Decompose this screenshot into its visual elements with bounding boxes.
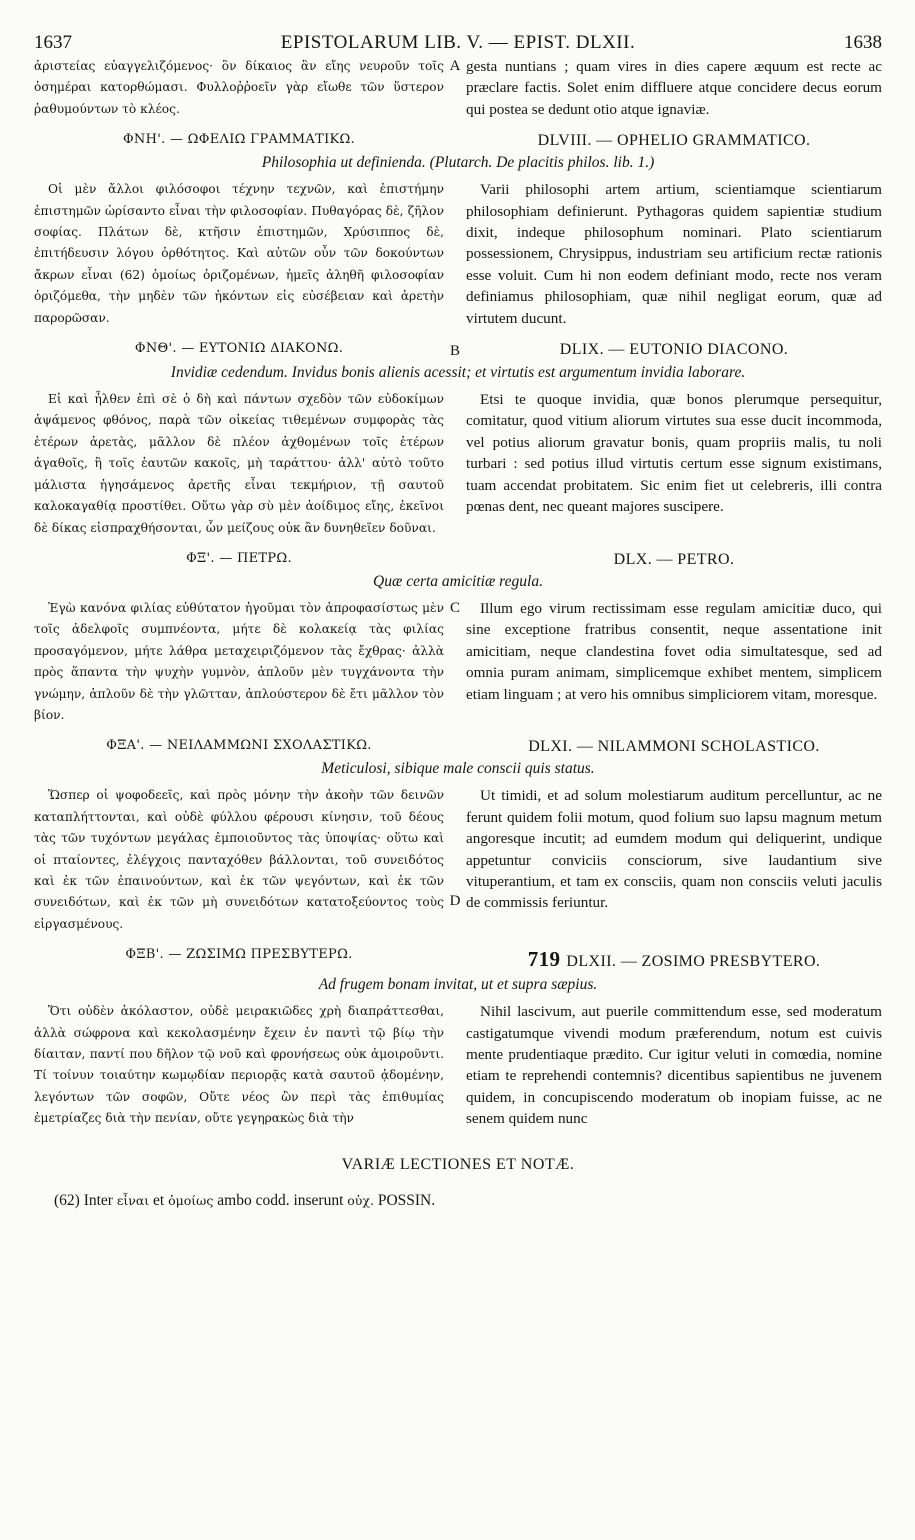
greek-text: Οἱ μὲν ἄλλοι φιλόσοφοι τέχνην τεχνῶν, καὶ ἐπιστήμην ἐπιστημῶν ὡρίσαντο εἶναι τὴν φιλοσοφίαν. Πυθαγόρας δὲ, ζῆλον σοφίας. Πλάτων δὲ, κτῆσιν ἐπιστημῶν, Χρύσιππος δὲ, ἐπιτήδευσιν λόγου ὀρθότητος. Καὶ αὐτῶν οὖν τῶν δοκούντων ἄκρων εἶναι (62) ὁμοίως ὁριζομένων, ἡμεῖς ἀληθῆ φιλοσοφίαν ὁριζόμεθα, τὴν μηδὲν τῶν ἡκόντων εἰς εὐσέβειαν καὶ ἀρετὴν παρορῶσαν. xyxy=(34,182,444,325)
epistle-heading xyxy=(34,947,882,972)
epistle-body xyxy=(34,598,882,726)
latin-heading: DLXI. — NILAMMONI SCHOLASTICO. xyxy=(528,738,820,756)
epistle-heading xyxy=(34,341,882,360)
column-number: 719 xyxy=(527,947,561,972)
note-text-d: POSSIN. xyxy=(377,1191,436,1209)
greek-heading: ΦΝΘ'. — ΕΥΤΟΝΙΩ ΔΙΑΚΟΝΩ. xyxy=(134,341,344,357)
latin-heading xyxy=(466,947,882,972)
greek-heading: ΦΞΑ'. — ΝΕΙΛΑΜΜΩΝΙ ΣΧΟΛΑΣΤΙΚΩ. xyxy=(106,738,372,754)
footnote xyxy=(34,1192,882,1210)
epistle-heading xyxy=(34,551,882,569)
greek-heading: ΦΞΒ'. — ΖΩΣΙΜΩ ΠΡΕΣΒΥΤΕΡΩ. xyxy=(125,947,353,963)
epistle-argument: Invidiæ cedendum. Invidus bonis alienis acessit; et virtutis est argumentum invidia laborare. xyxy=(170,364,746,382)
latin-heading: DLX. — PETRO. xyxy=(613,550,735,568)
greek-text: Ὅτι οὐδὲν ἀκόλαστον, οὐδὲ μειρακιῶδες χρὴ διαπράττεσθαι, ἀλλὰ σώφρονα καὶ κεκολασμένην ἔχειν ἐν παντὶ τῷ βίῳ τὴν δίαιταν, παντί που δῆλον τῷ νοῦ καὶ φρονήσεως οὐκ ἀμοιροῦντι. Τί τοίνυν τοιαύτην κωμῳδίαν περιορᾷς κατὰ σαυτοῦ ᾀδομένην, λεγόντων τῶν σοφῶν, Οὔτε νέος ὢν περὶ τὰς ἐπιθυμίας ἐμετρίαζες διὰ τὴν πενίαν, οὔτε γεγηρακὼς διὰ τὴν xyxy=(34,1004,444,1126)
latin-text: Varii philosophi artem artium, scientiamque scientiarum philosophiam definierunt. Pythagoras quidem sapientiæ studium dixit, indeque philosophum nominari. Plato scientiarum possessionem, Chrysippus, industriam seu artificium rectæ rationis esse voluit. Cum hi non eodem definiant modo, recte nos veram definiamus philosophiam, quæ nihil negligat eorum, quæ ad virtutem ducunt. xyxy=(466,181,882,327)
epistle-argument: Ad frugem bonam invitat, ut et supra sæpius. xyxy=(318,976,598,994)
latin-heading: DLIX. — EUTONIO DIACONO. xyxy=(559,341,789,359)
epistle-body xyxy=(34,785,882,935)
margin-letter-d: D xyxy=(449,893,461,910)
intro-latin: gesta nuntians ; quam vires in dies capere æquum est recte ac præclare factis. Solet enim diffluere atque concidere decus eorum qui postea se dedunt otio atque ignaviæ. xyxy=(466,58,882,118)
note-text-b: et xyxy=(153,1191,165,1209)
latin-heading: DLVIII. — OPHELIO GRAMMATICO. xyxy=(537,132,811,150)
intro-greek: ἀριστείας εὐαγγελιζόμενος· ὃν δίκαιος ἂν εἴης νευροῦν τοῖς ὁσημέραι κατορθώμασι. Φυλλοῤῥοεῖν γὰρ εἴωθε τῶν ὕστερον ῥαθυμούντων τὸ κλέος. xyxy=(34,59,444,116)
latin-heading-text: DLXII. — ZOSIMO PRESBYTERO. xyxy=(566,953,821,971)
epistle-argument: Philosophia ut definienda. (Plutarch. De placitis philos. lib. 1.) xyxy=(261,154,655,172)
epistle-argument: Quæ certa amicitiæ regula. xyxy=(373,572,543,590)
epistle-heading xyxy=(34,132,882,150)
epistle-heading xyxy=(34,738,882,756)
greek-text: Ἐγὼ κανόνα φιλίας εὐθύτατον ἡγοῦμαι τὸν ἀπροφασίστως μὲν τοῖς ἀδελφοῖς συμπνέοντα, μήτε δὲ κολακείᾳ τὰς φιλίας προσαγόμενον, μήτε λάθρα μεταχειριζόμενον τὰς ἔχθρας· ἀλλὰ πρὸς ἅπαντα τὴν ψυχὴν γυμνὸν, ἁπλοῦν μὲν τυγχάνοντα τὴν γνώμην, ἁπλοῦν δὲ τὴν γλῶτταν, ἁπλούστερον δὲ ἔτι μᾶλλον τὸν βίον. xyxy=(34,600,444,722)
running-header xyxy=(34,30,882,56)
latin-text: Nihil lascivum, aut puerile committendum esse, sed moderatum castigatumque vivendi modum præferendum, notum est cuivis mente prudentiaque prædito. Cur igitur veluti in comœdia, nomine etiam te reprehendi contemnis? dicentibus sapientibus ne juvenem quidem, in concupiscendo moderatum ob inopiam fuisse, ac ne senem quidem nunc xyxy=(466,1003,882,1128)
latin-text: Etsi te quoque invidia, quæ bonos plerumque persequitur, comitatur, quod vitium aliorum virtutes sua esse ducit incommoda, vel potius aliorum gravatur bonis, quam propriis malis, tu noli turbari : sed potius illud virtutis certum esse signum existimans, tuam accendat probitatem. Sic enim fiet ut celebreris, illi contra pœnas dent, nec queant majores suscipere. xyxy=(466,391,882,516)
latin-text: Ut timidi, et ad solum molestiarum auditum percelluntur, ac ne ferunt quidem folii motum, quod folium suo lapsu magnum metum angoresque incutit; ad eumdem modum qui deliquerint, undique appetuntur conviciis consciorum, sive laudantium sive vituperantium, et tam ex consciis, quam non consciis veluti jaculis de commissis feriuntur. xyxy=(466,787,882,912)
margin-letter-c: C xyxy=(449,599,460,616)
page-number-left: 1637 xyxy=(34,32,72,53)
running-title: EPISTOLARUM LIB. V. — EPIST. DLXII. xyxy=(280,32,636,53)
note-text-a: Inter xyxy=(83,1191,113,1209)
epistle-body xyxy=(34,179,882,329)
greek-heading: ΦΞ'. — ΠΕΤΡΩ. xyxy=(186,550,292,566)
note-ref: (62) xyxy=(54,1191,80,1209)
note-greek-1: εἶναι xyxy=(116,1192,150,1208)
epistle-body xyxy=(34,1001,882,1129)
margin-letter xyxy=(444,179,466,329)
intro-row xyxy=(34,56,882,120)
greek-text: Εἰ καὶ ἦλθεν ἐπὶ σὲ ὁ δὴ καὶ πάντων σχεδὸν τῶν εὐδοκίμων ἁψάμενος φθόνος, παρὰ τῶν οἰκείας τιθεμένων συμφορὰς τὰς ἑτέρων ἀρετὰς, μᾶλλον δὲ πλέον ἀχθομένων τοῖς ἑτέρων ἀγαθοῖς, ἢ τοῖς ἑαυτῶν κακοῖς, μὴ ταράττου· ἀλλ' αὐτὸ τοῦτο μάλιστα ἡγησάμενος ἀρετῆς εἶναι τεκμήριον, τῇ σαυτοῦ καλοκαγαθίᾳ προστίθει. Οὕτω γὰρ σὺ μὲν ἀοίδιμος εἴης, ἐκεῖνοι δὲ δίκας εἰσπραχθήσονται, ὧν μείζους οὐκ ἂν δυνηθεῖεν δοῦναι. xyxy=(34,392,444,535)
epistle-argument: Meticulosi, sibique male conscii quis status. xyxy=(321,760,595,778)
note-greek-2: ὁμοίως xyxy=(168,1192,214,1208)
page-number-right: 1638 xyxy=(844,32,882,53)
notes-title: VARIÆ LECTIONES ET NOTÆ. xyxy=(341,1155,575,1173)
note-greek-3: οὐχ. xyxy=(347,1192,374,1208)
margin-letter-b: B xyxy=(449,343,460,360)
latin-text: Illum ego virum rectissimam esse regulam amicitiæ duco, qui sine exceptione fratribus consentit, neque assentatione init amicitiam, neque clandestina fovet odia simultatesque, sed ad omnia puram animam, simplicemque exhibet mentem, simplicem etiam linguam ; at vero his omnibus simpliciorem vitam, moresque. xyxy=(466,599,882,703)
note-text-c: ambo codd. inserunt xyxy=(217,1191,344,1209)
epistle-body xyxy=(34,389,882,539)
greek-text: Ὥσπερ οἱ ψοφοδεεῖς, καὶ πρὸς μόνην τὴν ἀκοὴν τῶν δεινῶν καταπλήττονται, καὶ οὐδὲ φύλλου φέρουσι κίνησιν, τοῦ δέους τὰς τῶν τυχόντων μεγάλας ἐμποιοῦντος τὰς ὑποψίας· οὕτω καὶ οἱ πταίοντες, ἐλέγχοις πανταχόθεν βάλλονται, τοῦ συνειδότος καὶ ἐκ τῶν ἐπαινούντων, καὶ ἐκ τῶν ψεγόντων, καὶ ἐκ τῶν συνειδότων, καὶ ἐκ τῶν μὴ συνειδότων κατατοξεύοντος τοὺς εἰργασμένους. xyxy=(34,788,444,931)
greek-heading: ΦΝΗ'. — ΩΦΕΛΙΩ ΓΡΑΜΜΑΤΙΚΩ. xyxy=(122,132,356,148)
page xyxy=(34,30,882,1210)
margin-letter-a: A xyxy=(449,58,461,74)
